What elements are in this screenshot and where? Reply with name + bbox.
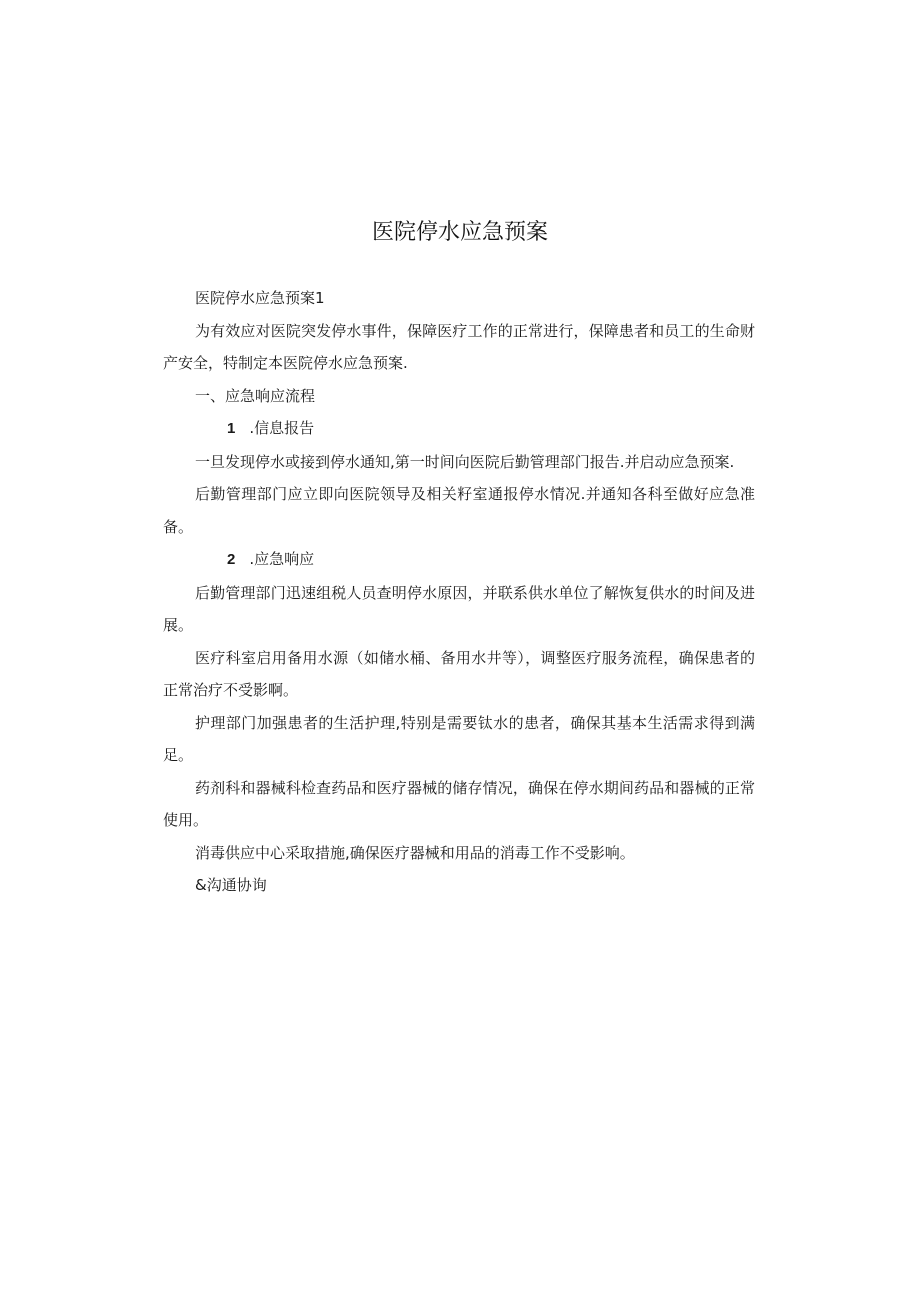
paragraph: 消毒供应中心采取措施,确保医疗器械和用品的消毒工作不受影响。: [195, 843, 635, 862]
item-heading-3: &沟通协询: [195, 876, 267, 894]
item-heading-1: [163, 412, 755, 446]
item-label-1: .信息报告: [249, 419, 315, 437]
paragraph: 后勤管理部门应立即向医院领导及相关籽室通报停水情况.并通知各科至做好应急准备。: [163, 485, 755, 536]
item-number-1: 1: [227, 420, 236, 437]
paragraph: 后勤管理部门迅速组税人员查明停水原因，并联系供水单位了解恢复供水的时间及进展。: [163, 583, 755, 634]
section-heading-1: 一、应急响应流程: [195, 386, 316, 405]
paragraph: 一旦发现停水或接到停水通知,第一时间向医院后勤管理部门报告.并启动应急预案.: [195, 452, 735, 471]
item-heading-2: [163, 543, 755, 577]
paragraph: 护理部门加强患者的生活护理,特别是需要钛水的患者，确保其基本生活需求得到满足。: [163, 713, 755, 764]
item-number-2: 2: [227, 551, 236, 568]
paragraph: 药剂科和器械科检查药品和医疗器械的储存情况，确保在停水期间药品和器械的正常使用。: [163, 778, 755, 829]
document-body: [163, 282, 755, 902]
document-title: 医院停水应急预案: [371, 220, 548, 245]
subtitle: 医院停水应急预案1: [195, 289, 325, 307]
item-label-2: .应急响应: [249, 550, 315, 568]
intro-paragraph: 为有效应对医院突发停水事件，保障医疗工作的正常进行，保障患者和员工的生命财产安全，特制定本医院停水应急预案.: [163, 321, 755, 372]
paragraph: 医疗科室启用备用水源（如储水桶、备用水井等），调整医疗服务流程，确保患者的正常治疗不受影啊。: [163, 648, 755, 699]
